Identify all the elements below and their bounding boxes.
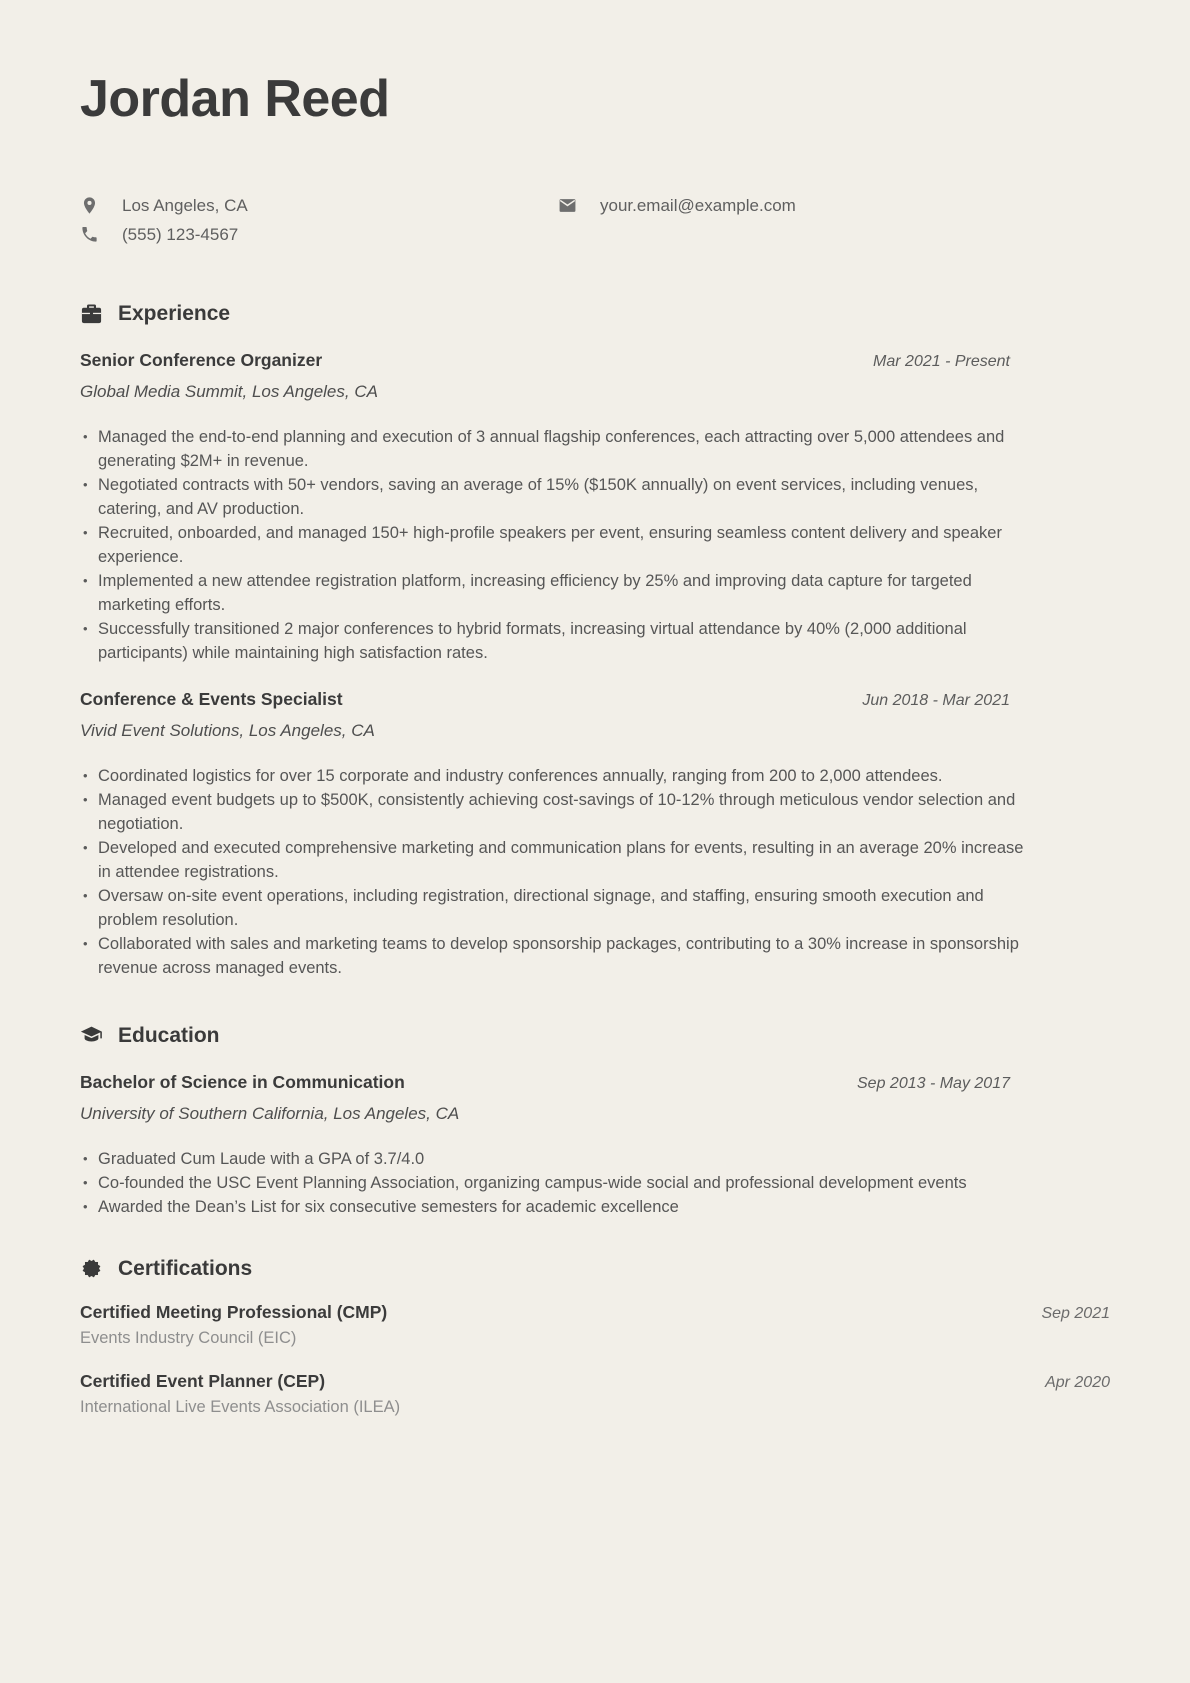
education-section (80, 1024, 1110, 1219)
contact-section (80, 196, 1110, 245)
job-company: Global Media Summit, Los Angeles, CA (80, 381, 378, 401)
certification-issuer: Events Industry Council (EIC) (80, 1328, 297, 1347)
bullet-item: • Awarded the Dean’s List for six consecutive semesters for academic excellence (80, 1195, 1035, 1219)
education-header (80, 1072, 1110, 1093)
certification-header (80, 1302, 1110, 1323)
contact-right-column (558, 196, 1110, 245)
resume-name: Jordan Reed (80, 70, 390, 128)
degree-title: Bachelor of Science in Communication (80, 1071, 405, 1092)
certification-entry (80, 1302, 1110, 1348)
contact-phone (80, 225, 558, 245)
education-dates: Sep 2013 - May 2017 (857, 1074, 1010, 1092)
contact-email (558, 196, 1110, 216)
job-bullet-list (80, 425, 1035, 665)
bullet-item: • Developed and executed comprehensive marketing and communication plans for events, resulting in an average 20% increase in attendee registrations. (80, 836, 1035, 884)
certification-header (80, 1371, 1110, 1392)
job-title: Senior Conference Organizer (80, 349, 323, 370)
bullet-item: • Managed event budgets up to $500K, consistently achieving cost-savings of 10-12% through meticulous vendor selection and negotiation. (80, 788, 1035, 836)
bullet-item: • Managed the end-to-end planning and execution of 3 annual flagship conferences, each attracting over 5,000 attendees and generating $2M+ in revenue. (80, 425, 1035, 473)
briefcase-icon (80, 302, 103, 325)
certificate-seal-icon (80, 1257, 103, 1280)
education-bullet-list (80, 1147, 1035, 1219)
certifications-section (80, 1257, 1110, 1417)
bullet-item: • Oversaw on-site event operations, including registration, directional signage, and staffing, ensuring smooth execution and problem resolution. (80, 884, 1035, 932)
bullet-item: • Successfully transitioned 2 major conferences to hybrid formats, increasing virtual attendance by 40% (2,000 additional participants) while maintaining high satisfaction rates. (80, 617, 1035, 665)
certification-name: Certified Event Planner (CEP) (80, 1370, 326, 1391)
school-name: University of Southern California, Los Angeles, CA (80, 1103, 460, 1123)
job-dates: Mar 2021 - Present (873, 352, 1010, 370)
certification-date: Sep 2021 (1041, 1304, 1110, 1322)
experience-section-header (80, 302, 1110, 326)
job-dates: Jun 2018 - Mar 2021 (862, 691, 1010, 709)
experience-section-title: Experience (118, 301, 231, 325)
education-section-header (80, 1024, 1110, 1048)
location-pin-icon (80, 196, 99, 215)
bullet-item: • Recruited, onboarded, and managed 150+ high-profile speakers per event, ensuring seamless content delivery and speaker experience. (80, 521, 1035, 569)
bullet-item: • Collaborated with sales and marketing teams to develop sponsorship packages, contributing to a 30% increase in sponsorship revenue across managed events. (80, 932, 1035, 980)
bullet-item: • Graduated Cum Laude with a GPA of 3.7/4.0 (80, 1147, 1035, 1171)
job-bullet-list (80, 764, 1035, 980)
job-entry (80, 350, 1110, 665)
contact-left-column (80, 196, 558, 245)
email-envelope-icon (558, 196, 577, 215)
certification-issuer: International Live Events Association (ILEA) (80, 1397, 401, 1416)
certification-date: Apr 2020 (1045, 1373, 1110, 1391)
bullet-item: • Coordinated logistics for over 15 corporate and industry conferences annually, ranging from 200 to 2,000 attendees. (80, 764, 1035, 788)
education-section-title: Education (118, 1023, 220, 1047)
job-title: Conference & Events Specialist (80, 688, 343, 709)
contact-location-text: Los Angeles, CA (122, 195, 248, 215)
phone-icon (80, 225, 99, 244)
certifications-section-title: Certifications (118, 1256, 253, 1280)
certifications-section-header (80, 1257, 1110, 1281)
job-header (80, 689, 1110, 710)
contact-phone-text: (555) 123-4567 (122, 224, 239, 244)
job-company: Vivid Event Solutions, Los Angeles, CA (80, 720, 375, 740)
certification-entry (80, 1371, 1110, 1417)
job-entry (80, 689, 1110, 980)
experience-section (80, 302, 1110, 980)
contact-email-text: your.email@example.com (600, 195, 796, 215)
contact-location (80, 196, 558, 216)
bullet-item: • Negotiated contracts with 50+ vendors, saving an average of 15% ($150K annually) on event services, including venues, catering, and AV production. (80, 473, 1035, 521)
education-entry (80, 1072, 1110, 1219)
bullet-item: • Implemented a new attendee registration platform, increasing efficiency by 25% and improving data capture for targeted marketing efforts. (80, 569, 1035, 617)
bullet-item: • Co-founded the USC Event Planning Association, organizing campus-wide social and professional development events (80, 1171, 1035, 1195)
job-header (80, 350, 1110, 371)
certification-name: Certified Meeting Professional (CMP) (80, 1301, 388, 1322)
graduation-cap-icon (80, 1024, 103, 1047)
